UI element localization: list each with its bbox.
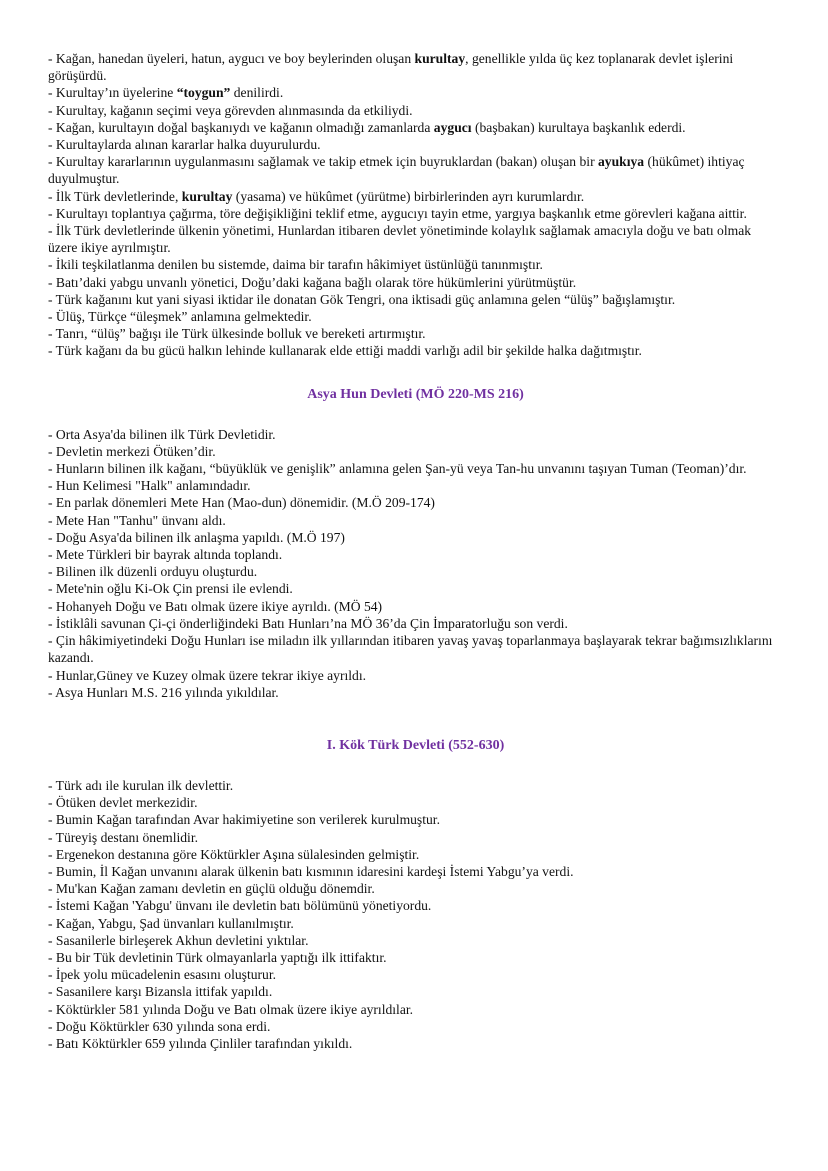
document-page — [48, 50, 783, 1052]
bold-term: ayukıya — [598, 154, 645, 170]
kok-turk-list-item: - İstemi Kağan 'Yabgu' ünvanı ile devletin batı bölümünü yönetiyordu. — [48, 898, 432, 914]
hun-list-item: - Hunlar,Güney ve Kuzey olmak üzere tekrar ikiye ayrıldı. — [48, 667, 367, 683]
intro-paragraph — [48, 291, 783, 308]
paragraph-text: (hükûmet) ihtiyaç duyulmuştur. — [48, 154, 745, 187]
hun-list-item: - Hunların bilinen ilk kağanı, “büyüklük ve genişlik” anlamına gelen Şan-yü veya Tan-hu unvanını taşıyan Tuman (Teoman)’dır. — [48, 461, 747, 477]
intro-paragraph — [48, 136, 783, 153]
kok-turk-list-item: - Bumin, İl Kağan unvanını alarak ülkenin batı kısmının idaresini kardeşi İstemi Yabgu’ya verdi. — [48, 863, 574, 879]
paragraph-text: - Kağan, hanedan üyeleri, hatun, aygucı ve boy beylerinden oluşan — [48, 51, 415, 66]
hun-list-item: - Orta Asya'da bilinen ilk Türk Devletidir. — [48, 426, 276, 442]
kok-turk-list-item: - Köktürkler 581 yılında Doğu ve Batı olmak üzere ikiye ayrıldılar. — [48, 1001, 414, 1017]
paragraph-text: - Kurultay, kağanın seçimi veya görevden alınmasında da etkiliydi. — [48, 102, 413, 118]
kok-turk-list-item: - Bumin Kağan tarafından Avar hakimiyetine son verilerek kurulmuştur. — [48, 812, 440, 828]
intro-paragraph — [48, 222, 783, 256]
kok-turk-list-item: - Sasanilerle birleşerek Akhun devletini yıktılar. — [48, 932, 309, 948]
hun-list-item: - En parlak dönemleri Mete Han (Mao-dun) dönemidir. (M.Ö 209-174) — [48, 495, 435, 511]
hun-list-item: - Hun Kelimesi "Halk" anlamındadır. — [48, 478, 251, 494]
intro-paragraph — [48, 256, 783, 273]
asya-hun-list — [48, 426, 783, 701]
hun-list-item: - Mete Han "Tanhu" ünvanı aldı. — [48, 512, 226, 528]
intro-paragraph — [48, 84, 783, 101]
kok-turk-list-item: - Ergenekon destanına göre Köktürkler Aşına sülalesinden gelmiştir. — [48, 846, 420, 862]
paragraph-text: - Türk kağanı da bu gücü halkın lehinde kullanarak elde ettiği maddi varlığı adil bir şekilde halka dağıtmıştır. — [48, 343, 642, 359]
kok-turk-list-item: - Türeyiş destanı önemlidir. — [48, 829, 199, 845]
intro-paragraph — [48, 102, 783, 119]
kok-turk-list-item: - Batı Köktürkler 659 yılında Çinliler tarafından yıkıldı. — [48, 1035, 353, 1051]
section-title-asya-hun: Asya Hun Devleti (MÖ 220-MS 216) — [307, 386, 524, 402]
bold-term: “toygun” — [176, 85, 231, 101]
hun-list-item: - Bilinen ilk düzenli orduyu oluşturdu. — [48, 564, 258, 580]
kok-turk-list-item: - Türk adı ile kurulan ilk devlettir. — [48, 777, 234, 793]
intro-paragraph — [48, 119, 783, 136]
kok-turk-list-item: - İpek yolu mücadelenin esasını oluşturur. — [48, 967, 277, 983]
paragraph-text: , genellikle yılda üç kez toplanarak devlet işlerini görüşürdü. — [48, 51, 734, 84]
paragraph-text: - Ülüş, Türkçe “üleşmek” anlamına gelmektedir. — [48, 309, 312, 325]
bold-term: kurultay — [181, 188, 233, 204]
paragraph-text: - Tanrı, “ülüş” bağışı ile Türk ülkesinde bolluk ve bereketi artırmıştır. — [48, 326, 426, 342]
hun-list-item: - Doğu Asya'da bilinen ilk anlaşma yapıldı. (M.Ö 197) — [48, 529, 345, 545]
paragraph-text: - Kurultay’ın üyelerine — [48, 85, 177, 101]
intro-paragraph — [48, 342, 783, 359]
intro-paragraph — [48, 153, 783, 187]
hun-list-item: - Devletin merkezi Ötüken’dir. — [48, 443, 216, 459]
intro-section — [48, 50, 783, 360]
bold-term: kurultay — [414, 51, 466, 66]
hun-list-item: - Mete'nin oğlu Ki-Ok Çin prensi ile evlendi. — [48, 581, 293, 597]
section-title-kok-turk: I. Kök Türk Devleti (552-630) — [326, 737, 505, 753]
paragraph-text: - Kurultaylarda alınan kararlar halka duyurulurdu. — [48, 137, 321, 153]
kok-turk-list-item: - Bu bir Tük devletinin Türk olmayanlarla yaptığı ilk ittifaktır. — [48, 949, 387, 965]
kok-turk-list — [48, 777, 783, 1052]
paragraph-text: - İlk Türk devletlerinde ülkenin yönetimi, Hunlardan itibaren devlet yönetiminde kolaylık sağlamak amacıyla doğu ve batı olmak üzere ikiye ayrılmıştır. — [48, 223, 752, 256]
paragraph-text: - İkili teşkilatlanma denilen bu sistemde, daima bir tarafın hâkimiyet üstünlüğü tanınmıştır. — [48, 257, 543, 273]
paragraph-text: (yasama) ve hükûmet (yürütme) birbirlerinden ayrı kurumlardır. — [232, 188, 585, 204]
kok-turk-list-item: - Sasanilere karşı Bizansla ittifak yapıldı. — [48, 984, 273, 1000]
paragraph-text: - Kurultay kararlarının uygulanmasını sağlamak ve takip etmek için buyruklardan (bakan) oluşan bir — [48, 154, 598, 170]
paragraph-text: - Batı’daki yabgu unvanlı yönetici, Doğu’daki kağana bağlı olarak töre hükümlerini yürütmüştür. — [48, 274, 577, 290]
paragraph-text: denilirdi. — [230, 85, 284, 101]
kok-turk-list-item: - Kağan, Yabgu, Şad ünvanları kullanılmıştır. — [48, 915, 294, 931]
intro-paragraph — [48, 205, 783, 222]
paragraph-text: - Kağan, kurultayın doğal başkanıydı ve kağanın olmadığı zamanlarda — [48, 119, 434, 135]
kok-turk-list-item: - Mu'kan Kağan zamanı devletin en güçlü olduğu dönemdir. — [48, 881, 375, 897]
hun-list-item: - Çin hâkimiyetindeki Doğu Hunları ise miladın ilk yıllarından itibaren yavaş yavaş toparlanmaya başlayarak tekrar bağımsızlıklarını kazandı. — [48, 633, 773, 666]
hun-list-item: - Hohanyeh Doğu ve Batı olmak üzere ikiye ayrıldı. (MÖ 54) — [48, 598, 383, 614]
paragraph-text: - İlk Türk devletlerinde, — [48, 188, 182, 204]
kok-turk-list-item: - Doğu Köktürkler 630 yılında sona erdi. — [48, 1018, 271, 1034]
paragraph-text: - Türk kağanını kut yani siyasi iktidar ile donatan Gök Tengri, ona iktisadi güç anlamına gelen “ülüş” bağışlamıştır. — [48, 291, 676, 307]
intro-paragraph — [48, 50, 783, 84]
paragraph-text: (başbakan) kurultaya başkanlık ederdi. — [471, 119, 686, 135]
paragraph-text: - Kurultayı toplantıya çağırma, töre değişikliğini teklif etme, aygucıyı tayin etme, yargıya başkanlık etme görevleri kağana aittir. — [48, 205, 747, 221]
bold-term: aygucı — [433, 119, 472, 135]
intro-paragraph — [48, 308, 783, 325]
intro-paragraph — [48, 188, 783, 205]
hun-list-item: - İstiklâli savunan Çi-çi önderliğindeki Batı Hunları’na MÖ 36’da Çin İmparatorluğu son verdi. — [48, 615, 568, 631]
hun-list-item: - Mete Türkleri bir bayrak altında toplandı. — [48, 547, 283, 563]
intro-paragraph — [48, 274, 783, 291]
hun-list-item: - Asya Hunları M.S. 216 yılında yıkıldılar. — [48, 684, 279, 700]
kok-turk-list-item: - Ötüken devlet merkezidir. — [48, 795, 198, 811]
intro-paragraph — [48, 325, 783, 342]
